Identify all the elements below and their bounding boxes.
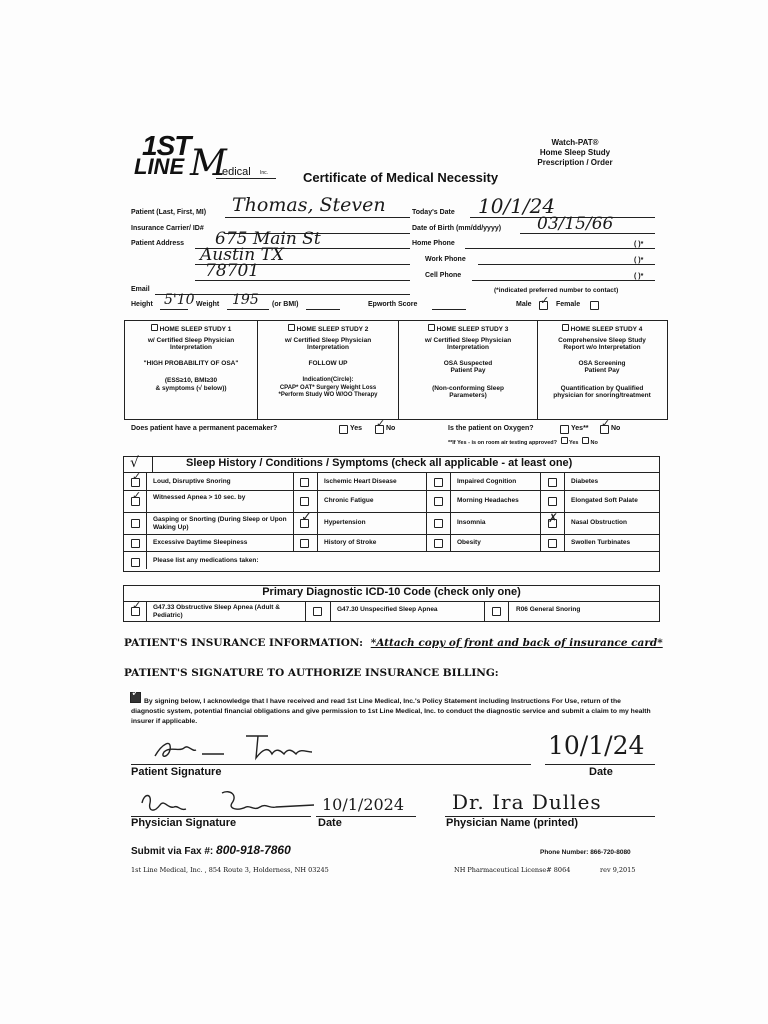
patient-name-label: Patient (Last, First, MI) bbox=[131, 209, 207, 216]
stroke-checkbox[interactable] bbox=[300, 539, 309, 548]
work-phone-line bbox=[478, 264, 655, 265]
oxygen-no-checkmark: ✓ bbox=[601, 417, 611, 430]
home-phone-label: Home Phone bbox=[412, 240, 455, 247]
diabetes-checkbox[interactable] bbox=[548, 478, 557, 487]
dob-label: Date of Birth (mm/dd/yyyy) bbox=[412, 225, 502, 232]
gasping-label: Gasping or Snorting (During Sleep or Upon Waking Up) bbox=[153, 516, 287, 531]
study-1-title: HOME SLEEP STUDY 1 bbox=[126, 324, 256, 334]
study-2-l1: w/ Certified Sleep Physician bbox=[284, 336, 372, 344]
study-3-checkbox[interactable] bbox=[428, 324, 435, 331]
study-3-l3: OSA Suspected bbox=[443, 359, 493, 367]
icd-unspecified-checkbox[interactable] bbox=[313, 607, 322, 616]
icd-divider-3 bbox=[330, 602, 331, 621]
study-1-l2: Interpretation bbox=[170, 344, 212, 351]
impaired-cognition-checkbox[interactable] bbox=[434, 478, 443, 487]
history-col-rule-g bbox=[564, 473, 565, 551]
morning-headaches-checkbox[interactable] bbox=[434, 497, 443, 506]
history-header-check: √ bbox=[130, 455, 139, 471]
company-address: 1st Line Medical, Inc. , 854 Route 3, Holderness, NH 03245 bbox=[131, 866, 329, 874]
patient-name-line bbox=[225, 217, 410, 218]
patient-signature-scribble bbox=[150, 730, 340, 764]
study-4-l6: physician for snoring/treatment bbox=[553, 392, 651, 399]
history-row-rule-1 bbox=[124, 490, 659, 491]
gasping-checkbox[interactable] bbox=[131, 519, 140, 528]
icd-divider-1 bbox=[146, 602, 147, 621]
studies-divider-1 bbox=[257, 321, 258, 419]
oxygen-question: Is the patient on Oxygen? bbox=[448, 425, 534, 432]
epworth-line bbox=[432, 309, 466, 310]
female-label: Female bbox=[556, 301, 581, 308]
history-col-rule-a bbox=[146, 473, 147, 569]
study-4[interactable] bbox=[538, 324, 666, 400]
patient-date-value[interactable]: 10/1/24 bbox=[548, 731, 645, 760]
dob-value[interactable]: 03/15/66 bbox=[537, 214, 614, 234]
room-air-no-checkbox[interactable] bbox=[582, 437, 589, 444]
studies-divider-2 bbox=[398, 321, 399, 419]
ischemic-label: Ischemic Heart Disease bbox=[324, 478, 397, 485]
fax-number: 800-918-7860 bbox=[216, 843, 291, 857]
watchpat-label: Watch-PAT® bbox=[551, 138, 599, 147]
email-label: Email bbox=[131, 286, 150, 293]
snoring-checkmark: ✓ bbox=[132, 470, 142, 483]
preferred-contact-note: (*indicated preferred number to contact) bbox=[494, 287, 619, 294]
study-1-l5: & symptoms (√ below)) bbox=[155, 384, 227, 392]
study-4-l4: Patient Pay bbox=[584, 367, 620, 374]
logo-inc: Inc. bbox=[260, 170, 269, 176]
history-col-rule-c bbox=[317, 473, 318, 551]
physician-name-label: Physician Name (printed) bbox=[446, 817, 579, 829]
bmi-line bbox=[306, 309, 340, 310]
physician-name-value[interactable]: Dr. Ira Dulles bbox=[452, 790, 602, 814]
address-value-2[interactable]: Austin TX bbox=[200, 245, 285, 265]
diabetes-label: Diabetes bbox=[571, 478, 599, 485]
study-2-title: HOME SLEEP STUDY 2 bbox=[259, 324, 397, 334]
logo-1st: 1ST bbox=[142, 130, 191, 161]
medications-label: Please list any medications taken: bbox=[153, 557, 259, 564]
pacemaker-no-checkmark: ✓ bbox=[376, 417, 386, 430]
study-3-l5: (Non-conforming Sleep bbox=[432, 384, 504, 392]
today-date-value[interactable]: 10/1/24 bbox=[478, 194, 556, 218]
soft-palate-label: Elongated Soft Palate bbox=[571, 497, 638, 504]
study-1-l1: w/ Certified Sleep Physician bbox=[147, 336, 235, 344]
history-header-rule bbox=[124, 472, 659, 473]
pacemaker-yes-label: Yes bbox=[350, 425, 363, 432]
study-4-l2: Report w/o Interpretation bbox=[563, 344, 641, 351]
witnessed-apnea-label: Witnessed Apnea > 10 sec. by bbox=[153, 494, 246, 501]
fax-label: Submit via Fax #: bbox=[131, 846, 214, 857]
watchpat-header bbox=[520, 138, 630, 168]
oxygen-yes-label: Yes** bbox=[571, 425, 589, 432]
physician-signature-scribble bbox=[138, 785, 318, 819]
oxygen-note bbox=[448, 437, 598, 448]
hypertension-checkmark: ✓ bbox=[301, 510, 312, 525]
pacemaker-question: Does patient have a permanent pacemaker? bbox=[131, 425, 278, 432]
revision: rev 9,2015 bbox=[600, 866, 636, 874]
insurance-note: *Attach copy of front and back of insurance card* bbox=[370, 637, 663, 649]
height-value[interactable]: 5'10 bbox=[164, 292, 195, 308]
sleep-history-title: Sleep History / Conditions / Symptoms (check all applicable - at least one) bbox=[186, 457, 573, 469]
consent-text: By signing below, I acknowledge that I have received and read 1st Line Medical, Inc.'s Policy Statement including Instructions For Use, return of the diagnostic system, potential financial obligations and give permission to 1st Line Medical, Inc. to conduct the diagnostic service and submit a claim to my health insurer if applicable. bbox=[131, 698, 651, 725]
ischemic-checkbox[interactable] bbox=[300, 478, 309, 487]
cell-phone-paren[interactable]: ( )* bbox=[634, 273, 644, 280]
insomnia-label: Insomnia bbox=[457, 519, 486, 526]
logo-medical: edical bbox=[222, 166, 251, 178]
study-4-title: HOME SLEEP STUDY 4 bbox=[538, 324, 666, 334]
pacemaker-yes-checkbox[interactable] bbox=[339, 425, 348, 434]
physician-signature-label: Physician Signature bbox=[131, 817, 237, 829]
logo-underline bbox=[216, 178, 276, 179]
study-2-l3: FOLLOW UP bbox=[308, 359, 348, 367]
study-3-l4: Patient Pay bbox=[450, 367, 486, 374]
study-2[interactable] bbox=[259, 324, 397, 400]
insurance-label: PATIENT'S INSURANCE INFORMATION: bbox=[124, 637, 364, 649]
oxygen-yes-checkbox[interactable] bbox=[560, 425, 569, 434]
phone-number: Phone Number: 866-720-8080 bbox=[540, 849, 631, 856]
home-phone-paren[interactable]: ( )* bbox=[634, 241, 644, 248]
icd-title: Primary Diagnostic ICD-10 Code (check only one) bbox=[262, 586, 521, 598]
room-air-yes-label: Yes bbox=[568, 440, 579, 446]
study-1-checkbox[interactable] bbox=[151, 324, 158, 331]
cell-phone-label: Cell Phone bbox=[425, 272, 462, 279]
patient-address-label: Patient Address bbox=[131, 240, 185, 247]
hypertension-label: Hypertension bbox=[324, 519, 366, 526]
bmi-label: (or BMI) bbox=[272, 301, 299, 308]
sleep-history-table bbox=[123, 456, 660, 572]
obesity-checkbox[interactable] bbox=[434, 539, 443, 548]
history-col-rule-b bbox=[293, 473, 294, 551]
patient-signature-line bbox=[131, 764, 531, 765]
patient-date-line bbox=[545, 764, 655, 765]
study-3[interactable] bbox=[400, 324, 536, 400]
insurance-info bbox=[124, 637, 663, 649]
history-row-rule-2 bbox=[124, 512, 659, 513]
home-phone-line bbox=[465, 248, 655, 249]
snoring-label: Loud, Disruptive Snoring bbox=[153, 478, 231, 485]
icd-snoring-label: R06 General Snoring bbox=[516, 606, 581, 613]
insomnia-checkbox[interactable] bbox=[434, 519, 443, 528]
logo-m-glyph: M bbox=[190, 143, 227, 184]
study-3-l2: Interpretation bbox=[447, 344, 489, 351]
work-phone-label: Work Phone bbox=[425, 256, 466, 263]
height-label: Height bbox=[131, 301, 153, 308]
impaired-cognition-label: Impaired Cognition bbox=[457, 478, 517, 485]
history-col-rule-f bbox=[540, 473, 541, 551]
icd-osa-label: G47.33 Obstructive Sleep Apnea (Adult & Pediatric) bbox=[153, 604, 280, 619]
prescription-label: Prescription / Order bbox=[537, 158, 613, 167]
study-3-title: HOME SLEEP STUDY 3 bbox=[400, 324, 536, 334]
work-phone-paren[interactable]: ( )* bbox=[634, 257, 644, 264]
chronic-fatigue-checkbox[interactable] bbox=[300, 497, 309, 506]
male-label: Male bbox=[516, 301, 532, 308]
form-title: Certificate of Medical Necessity bbox=[303, 170, 499, 185]
physician-date-value[interactable]: 10/1/2024 bbox=[322, 795, 405, 814]
nasal-obstruction-checkmark: ✗ bbox=[548, 511, 559, 525]
logo-line: LINE bbox=[134, 154, 185, 179]
history-col-rule-d bbox=[426, 473, 427, 551]
daytime-sleepiness-label: Excessive Daytime Sleepiness bbox=[153, 539, 248, 546]
swollen-turbinates-label: Swollen Turbinates bbox=[571, 539, 631, 546]
room-air-yes-checkbox[interactable] bbox=[561, 437, 568, 444]
study-4-l1: Comprehensive Sleep Study bbox=[558, 336, 646, 344]
patient-signature-label: Patient Signature bbox=[131, 766, 222, 778]
study-2-l4: Indication(Circle): bbox=[302, 377, 354, 383]
oxygen-no-label: No bbox=[611, 425, 621, 432]
study-4-checkbox[interactable] bbox=[562, 324, 569, 331]
history-row-rule-3 bbox=[124, 534, 659, 535]
consent-checkmark: ✓ bbox=[131, 686, 141, 699]
address-value-1[interactable]: 675 Main St bbox=[215, 229, 321, 249]
history-row-rule-4 bbox=[124, 551, 659, 552]
icd-snoring-checkbox[interactable] bbox=[492, 607, 501, 616]
weight-label: Weight bbox=[196, 301, 220, 308]
history-header-divider bbox=[152, 457, 153, 472]
physician-date-label: Date bbox=[318, 817, 342, 829]
study-2-checkbox[interactable] bbox=[288, 324, 295, 331]
oxygen-note-text: **If Yes - is on room air testing approved? bbox=[448, 440, 558, 446]
cell-phone-line bbox=[472, 280, 655, 281]
icd-unspecified-label: G47.30 Unspecified Sleep Apnea bbox=[337, 606, 438, 613]
study-3-l1: w/ Certified Sleep Physician bbox=[424, 336, 512, 344]
study-1[interactable] bbox=[126, 324, 256, 392]
medications-checkbox[interactable] bbox=[131, 558, 140, 567]
pacemaker-no-label: No bbox=[386, 425, 396, 432]
study-2-l6: *Perform Study WO W/OO Therapy bbox=[278, 392, 378, 398]
patient-name-value[interactable]: Thomas, Steven bbox=[232, 194, 386, 216]
soft-palate-checkbox[interactable] bbox=[548, 497, 557, 506]
company-logo bbox=[130, 130, 280, 182]
icd-divider-5 bbox=[508, 602, 509, 621]
insurance-carrier-label: Insurance Carrier/ ID# bbox=[131, 225, 204, 232]
female-checkbox[interactable] bbox=[590, 301, 599, 310]
nasal-obstruction-label: Nasal Obstruction bbox=[571, 519, 627, 526]
daytime-sleepiness-checkbox[interactable] bbox=[131, 539, 140, 548]
study-2-l5: CPAP* OAT* Surgery Weight Loss bbox=[279, 384, 377, 391]
home-sleep-study-label: Home Sleep Study bbox=[539, 148, 611, 157]
history-col-rule-e bbox=[450, 473, 451, 551]
signature-heading: PATIENT'S SIGNATURE TO AUTHORIZE INSURANCE BILLING: bbox=[124, 667, 499, 679]
epworth-label: Epworth Score bbox=[368, 301, 418, 308]
weight-line bbox=[227, 309, 269, 310]
height-line bbox=[160, 309, 188, 310]
study-2-l2: Interpretation bbox=[307, 344, 349, 351]
pharmacy-license: NH Pharmaceutical License# 8064 bbox=[454, 866, 571, 874]
male-checkmark: ✓ bbox=[540, 294, 550, 307]
weight-value[interactable]: 195 bbox=[232, 292, 259, 308]
study-4-l5: Quantification by Qualified bbox=[560, 384, 644, 392]
morning-headaches-label: Morning Headaches bbox=[457, 497, 519, 504]
icd-osa-checkmark: ✓ bbox=[132, 599, 142, 612]
study-1-l3: "HIGH PROBABILITY OF OSA" bbox=[143, 359, 239, 367]
fax-info bbox=[131, 843, 291, 857]
room-air-no-label: No bbox=[590, 440, 598, 446]
chronic-fatigue-label: Chronic Fatigue bbox=[324, 497, 374, 504]
swollen-turbinates-checkbox[interactable] bbox=[548, 539, 557, 548]
study-3-l6: Parameters) bbox=[449, 392, 487, 399]
patient-date-label: Date bbox=[589, 766, 613, 778]
stroke-label: History of Stroke bbox=[324, 539, 377, 546]
study-4-l3: OSA Screening bbox=[578, 359, 626, 367]
witnessed-apnea-checkmark: ✓ bbox=[132, 489, 142, 502]
obesity-label: Obesity bbox=[457, 539, 481, 546]
study-1-l4: (ESS≥10, BMI≥30 bbox=[164, 377, 218, 384]
icd-divider-2 bbox=[305, 602, 306, 621]
today-date-label: Today's Date bbox=[412, 209, 455, 216]
address-value-3[interactable]: 78701 bbox=[205, 261, 260, 281]
icd-divider-4 bbox=[484, 602, 485, 621]
